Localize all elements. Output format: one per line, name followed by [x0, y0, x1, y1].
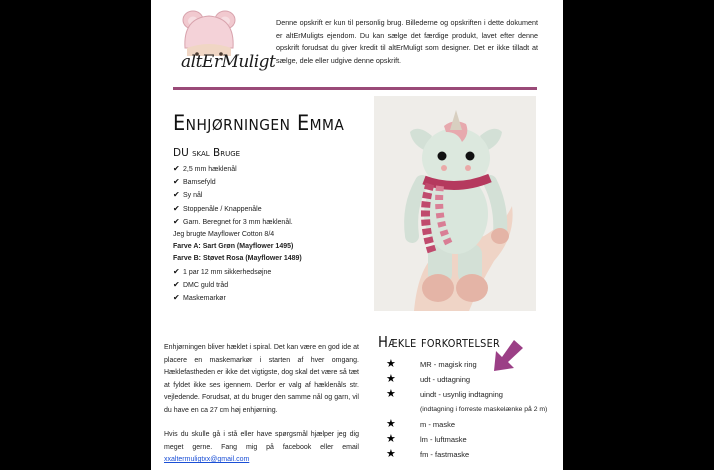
intro-paragraph: Enhjørningen bliver hæklet i spiral. Det kan være en god ide at placere en maskemarkør i starten af hver omgang. Hæklefastheden er ikke det vigtigste, dog skal det være så tæt at fyldet ikke ses igennem. Derfor er valg af hæklenåls str. vejledende. Forudsat, at du bruger den samme nål og garn, vil du have en ca 27 cm høj enhjørning.: [164, 344, 359, 414]
abbreviation-item: ★ MR - magisk ring: [386, 357, 547, 372]
abbreviation-item: ★ udt - udtagning: [386, 372, 547, 387]
supply-item: ✔ Garn. Beregnet for 3 mm hæklenål.: [173, 216, 343, 229]
supply-item: ✔ 1 par 12 mm sikkerhedsøjne: [173, 266, 343, 279]
checkmark-icon: ✔: [173, 190, 180, 200]
brand-logo: [167, 4, 276, 76]
checkmark-icon: ✔: [173, 177, 180, 187]
unicorn-photo: [374, 96, 536, 311]
logo-wordmark: altErMuligt: [181, 52, 276, 72]
supply-item: ✔ Maskemarkør: [173, 292, 343, 305]
star-icon: ★: [386, 432, 396, 445]
star-icon: ★: [386, 417, 396, 430]
checkmark-icon: ✔: [173, 216, 180, 226]
checkmark-icon: ✔: [173, 293, 180, 303]
checkmark-icon: ✔: [173, 279, 180, 289]
abbreviation-item: ★ lm - luftmaske: [386, 432, 547, 447]
supply-item: ✔ 2,5 mm hæklenål: [173, 163, 343, 176]
email-link[interactable]: xxaltermuligtxx@gmail.com: [164, 456, 250, 463]
color-a: Farve A: Sart Grøn (Mayflower 1495): [173, 243, 294, 251]
copyright-disclaimer: Denne opskrift er kun til personlig brug. Billederne og opskriften i dette dokument er altErMuligts ejendom. Du kan sælge det færdige produkt, lavet efter denne opskrift forudsat du giver kredit til altErMuligt som designer. Det er ikke tilladt at sælge, dele eller udgive denne opskrift.: [276, 18, 538, 65]
star-icon: ★: [386, 358, 396, 370]
checkmark-icon: ✔: [173, 164, 180, 173]
recipe-page: [151, 0, 563, 470]
abbreviation-item: ★ uindt - usynlig indtagning: [386, 387, 547, 402]
color-b: Farve B: Støvet Rosa (Mayflower 1489): [173, 255, 302, 263]
supplies-heading: DU skal Bruge: [173, 147, 241, 159]
abbreviations-list: [386, 357, 547, 462]
header-divider: [173, 87, 537, 90]
abbreviation-note: (indtagning i forreste maskelænke på 2 m): [420, 405, 548, 413]
pattern-title: Enhjørningen Emma: [173, 111, 345, 135]
abbreviation-item: ★ fm - fastmaske: [386, 447, 547, 462]
unicorn-image: [374, 96, 536, 311]
star-icon: ★: [386, 447, 396, 460]
star-icon: ★: [386, 373, 396, 386]
contact-paragraph: Hvis du skulle gå i stå eller have spørgsmål hjælper jeg dig meget gerne. Fang mig på facebook eller email xxaltermuligtxx@gmail.com: [164, 431, 359, 463]
abbreviation-item: ★ m - maske: [386, 417, 547, 432]
supply-item: ✔ DMC guld tråd: [173, 279, 343, 292]
supplies-list: [173, 163, 343, 305]
abbreviations-heading: Hækle forkortelser: [378, 333, 500, 351]
checkmark-icon: ✔: [173, 266, 180, 276]
supply-item: ✔ Bamsefyld: [173, 176, 343, 189]
yarn-note: Jeg brugte Mayflower Cotton 8/4: [173, 231, 275, 239]
intro-text: [164, 342, 359, 470]
star-icon: ★: [386, 388, 396, 401]
supply-item: ✔ Sy nål: [173, 189, 343, 202]
supply-item: ✔ Stoppenåle / Knappenåle: [173, 203, 343, 216]
checkmark-icon: ✔: [173, 203, 180, 213]
